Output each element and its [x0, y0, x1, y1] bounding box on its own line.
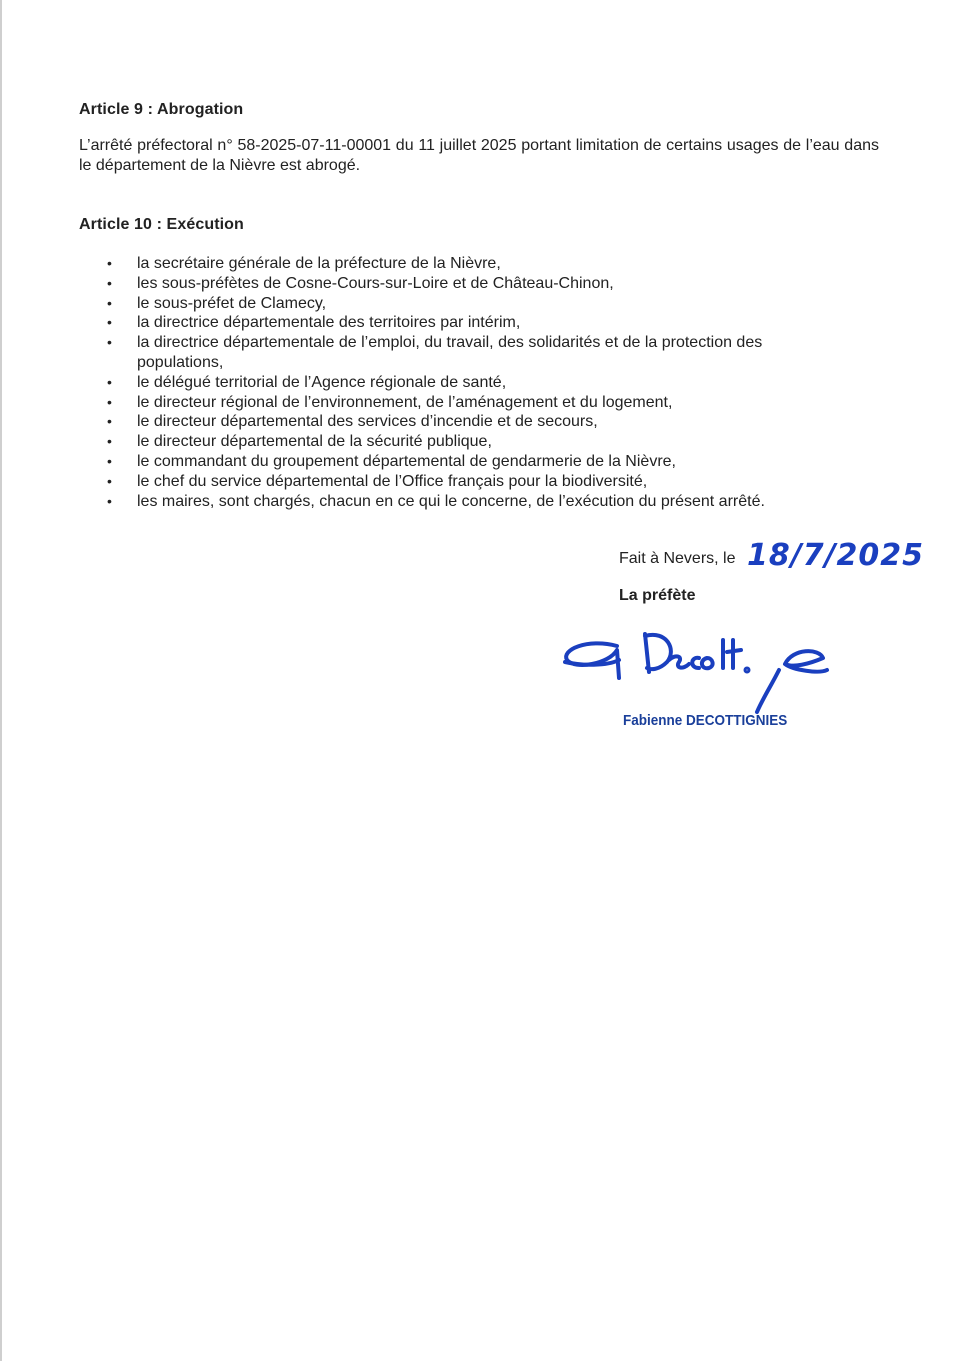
- handwritten-date: 18/7/2025: [747, 538, 925, 573]
- bullet-icon: •: [107, 433, 112, 450]
- list-item: • la directrice départementale des territoires par intérim,: [107, 314, 521, 332]
- bullet-icon: •: [107, 274, 112, 291]
- article-9-text: L’arrêté préfectoral n° 58-2025-07-11-00001 du 11 juillet 2025 portant limitation de certains usages de l’eau dans le département de la Nièvre est abrogé.: [79, 137, 879, 174]
- execution-list: [79, 254, 839, 511]
- bullet-icon: •: [107, 452, 112, 469]
- bullet-icon: •: [107, 413, 112, 430]
- signature-icon: [557, 620, 847, 720]
- bullet-icon: •: [107, 393, 112, 410]
- bullet-icon: •: [107, 314, 112, 331]
- bullet-icon: •: [107, 294, 112, 311]
- list-item: • la directrice départementale de l’emploi, du travail, des solidarités et de la protection des populations,: [107, 334, 763, 371]
- list-item: • le directeur départemental de la sécurité publique,: [107, 433, 492, 451]
- list-item: • le commandant du groupement départemental de gendarmerie de la Nièvre,: [107, 452, 676, 470]
- list-item: • la secrétaire générale de la préfecture de la Nièvre,: [107, 255, 501, 272]
- signer-name: Fabienne DECOTTIGNIES: [623, 712, 788, 729]
- signer-role: La préfète: [619, 587, 696, 604]
- list-item: • le chef du service départemental de l’Office français pour la biodiversité,: [107, 472, 648, 490]
- article-9-title: Article 9 : Abrogation: [79, 101, 244, 118]
- bullet-icon: •: [107, 334, 112, 351]
- bullet-icon: •: [107, 373, 112, 390]
- list-item: • les maires, sont chargés, chacun en ce qui le concerne, de l’exécution du présent arrêté.: [107, 492, 765, 510]
- list-item: • le directeur régional de l’environnement, de l’aménagement et du logement,: [107, 393, 673, 411]
- bullet-icon: •: [107, 255, 112, 271]
- list-item: • le délégué territorial de l’Agence régionale de santé,: [107, 373, 507, 391]
- article-10-title: Article 10 : Exécution: [79, 216, 244, 233]
- list-item: • le sous-préfet de Clamecy,: [107, 294, 327, 312]
- list-item: • les sous-préfètes de Cosne-Cours-sur-Loire et de Château-Chinon,: [107, 274, 614, 292]
- list-item: • le directeur départemental des services d’incendie et de secours,: [107, 413, 598, 431]
- place-date-label: Fait à Nevers, le: [619, 550, 736, 567]
- bullet-icon: •: [107, 472, 112, 489]
- bullet-icon: •: [107, 492, 112, 509]
